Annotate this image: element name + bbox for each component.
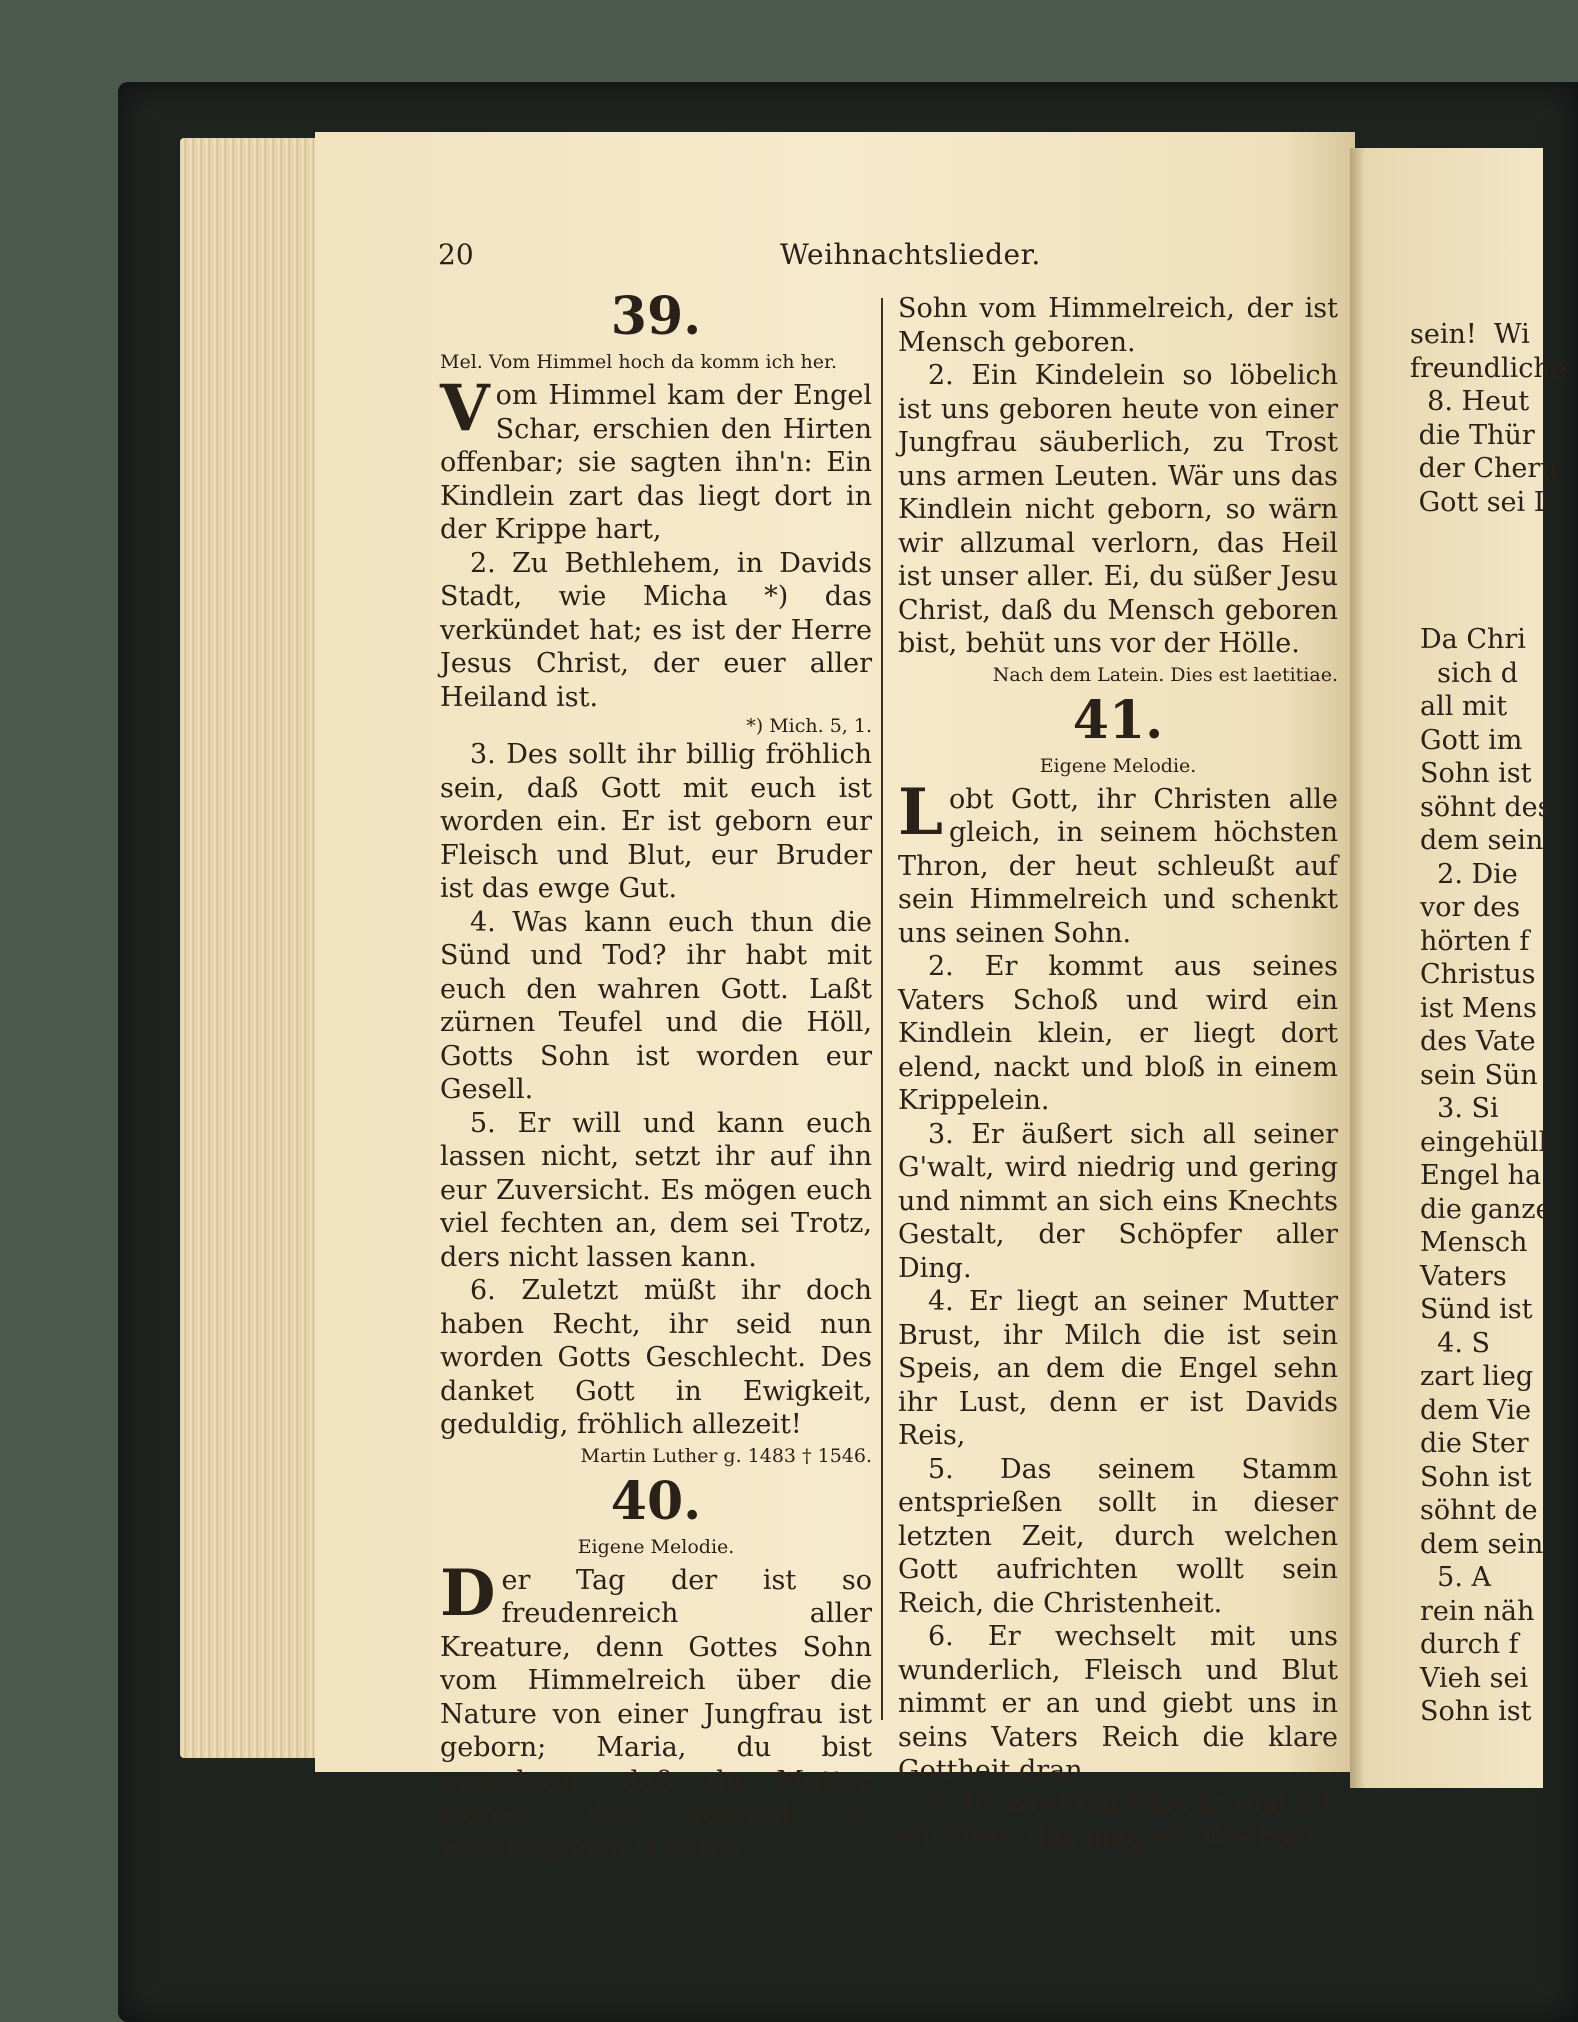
hymn-40-melody: Eigene Melodie. (577, 1535, 735, 1558)
hymn-40-attribution: Nach dem Latein. Dies est laetitiae. (992, 663, 1338, 686)
hymn-40-dropcap: D (440, 1555, 496, 1631)
hymn-39-footnote: *) Mich. 5, 1. (746, 715, 872, 737)
hymn-41-verse-3: 3. Er äußert sich all seiner G'walt, wird niedrig und gering und nimmt an sich eins Knechts Gestalt, der Schöpfer aller Ding. (898, 1118, 1338, 1284)
next-page-text-top: sein! Wi freundliche 8. Heut die Thür der Cheru Gott sei L (1410, 319, 1567, 518)
hymn-41-verse-4: 4. Er liegt an seiner Mutter Brust, ihr Milch die ist sein Speis, an dem die Engel sehn ihr Lust, denn er ist Davids Reis, (898, 1286, 1338, 1451)
hymn-41-dropcap: L (898, 774, 943, 850)
page-number: 20 (438, 238, 474, 271)
hymn-39-verse-3: 3. Des sollt ihr billig fröhlich sein, daß Gott mit euch ist worden ein. Er ist geborn eur Fleisch und Blut, eur Bruder ist das ewge Gut. (440, 739, 872, 904)
hymn-40-verse-2: 2. Ein Kindelein so löbelich ist uns geboren heute von einer Jungfrau säuberlich, zu Trost uns armen Leuten. Wär uns das Kindlein nicht geborn, so wärn wir allzumal verlorn, das Heil ist unser aller. Ei, du süßer Jesu Christ, daß du Mensch geboren bist, behüt uns vor der Hölle. (898, 360, 1338, 659)
hymn-39-verse-2: 2. Zu Bethlehem, in Davids Stadt, wie Micha *) das verkündet hat; es ist der Herre Jesus Christ, der euer aller Heiland ist. (440, 547, 872, 713)
hymn-39-verse-4: 4. Was kann euch thun die Sünd und Tod? ihr habt mit euch den wahren Gott. Laßt zürnen Teufel und die Höll, Gotts Sohn ist worden eur Gesell. (440, 906, 872, 1105)
hymn-39-number: 39. (610, 286, 702, 347)
running-title: Weihnachtslieder. (780, 238, 1041, 271)
hymn-41-verse-5: 5. Das seinem Stamm entsprießen sollt in dieser letzten Zeit, durch welchen Gott aufrichten wollt sein Reich, die Christenheit. (898, 1453, 1338, 1619)
left-column (440, 285, 872, 1865)
hymn-39-verse-1: Vom Himmel kam der Engel Schar, erschien den Hirten offenbar; sie sagten ihn'n: Ein Kindlein zart das liegt dort in der Krippe hart, (440, 371, 872, 545)
hymn-39-attribution: Martin Luther g. 1483 † 1546. (580, 1444, 872, 1467)
next-page-text-bottom: Da Chri sich d all mit Gott im Sohn ist söhnt des dem sein 2. Die vor des hörten f Christus ist Mens des Vate sein Sün 3. Si eingehüll Engel ha die ganze Mensch Vaters Sünd ist 4. S zart lieg dem Vie die Ster Sohn ist söhnt de dem sein 5. A rein näh durch f Vieh sei Sohn ist (1420, 624, 1552, 1727)
hymn-41-verse-7: 7. Er wird ein Knecht und ich ein Herr, das mag ein Wechsel (898, 1788, 1338, 1853)
hymn-41-number: 41. (1072, 689, 1164, 751)
column-divider (881, 298, 883, 1720)
hymn-41-verse-6: 6. Er wechselt mit uns wunderlich, Fleisch und Blut nimmt er an und giebt uns in seins Vaters Reich die klare Gottheit dran. (898, 1621, 1338, 1786)
hymn-39-verse-5: 5. Er will und kann euch lassen nicht, setzt ihr auf ihn eur Zuversicht. Es mögen euch viel fechten an, dem sei Trotz, ders nicht lassen kann. (440, 1107, 872, 1273)
hymn-41-verse-1: Lobt Gott, ihr Christen alle gleich, in seinem höchsten Thron, der heut schleußt auf sein Himmelreich und schenkt uns seinen Sohn. (898, 774, 1338, 949)
hymn-39-dropcap: V (440, 371, 490, 446)
hymn-40-number: 40. (610, 1470, 702, 1532)
hymn-41-verse-2: 2. Er kommt aus seines Vaters Schoß und wird ein Kindlein klein, er liegt dort elend, nackt und bloß in einem Krippelein. (898, 951, 1338, 1116)
page-edges (180, 138, 330, 1758)
hymn-39-melody: Mel. Vom Himmel hoch da komm ich her. (440, 351, 838, 373)
hymn-39-verse-6: 6. Zuletzt müßt ihr doch haben Recht, ihr seid nun worden Gotts Geschlecht. Des danket Gott in Ewigkeit, geduldig, fröhlich allezeit! (440, 1275, 872, 1440)
right-column (898, 292, 1338, 1855)
hymn-40-verse-1: Der Tag der ist so freudenreich aller Kreature, denn Gottes Sohn vom Himmelreich über die Nature von einer Jungfrau ist geborn; Maria, du bist auserkorn, daß du Mutter wärest. Was geschah so wundergleich? Gottes (440, 1555, 872, 1864)
hymn-41-melody: Eigene Melodie. (1039, 754, 1197, 777)
hymn-40-verse-1-continued: Sohn vom Himmelreich, der ist Mensch geboren. (898, 293, 1338, 358)
